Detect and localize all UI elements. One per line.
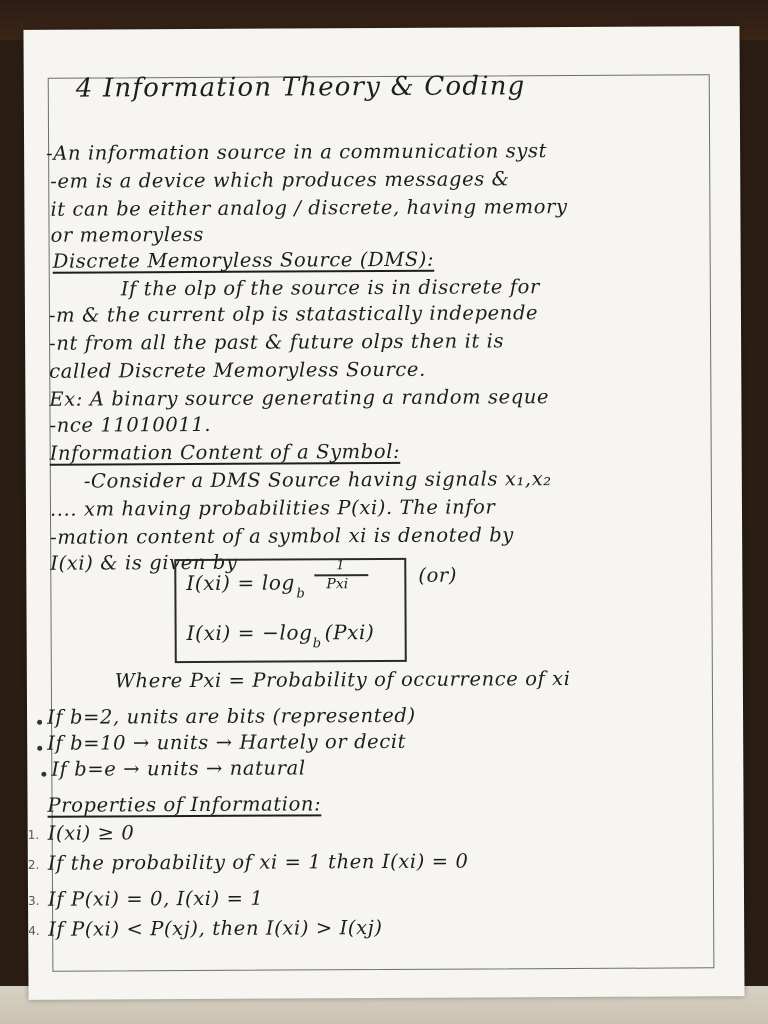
property-number: 4.: [28, 923, 40, 938]
where-line: Where Pxi = Probability of occurrence of xi: [114, 667, 571, 693]
properties-heading: Properties of Information:: [47, 792, 322, 817]
units-line-2: If b=10 → units → Hartely or decit: [47, 729, 407, 755]
example-line-1: Ex: A binary source generating a random seque: [49, 385, 550, 411]
formula-2: I(xi) = −log: [186, 620, 313, 646]
units-line-1: If b=2, units are bits (represented): [47, 703, 416, 729]
units-line-3: If b=e → units → natural: [51, 756, 306, 781]
bullet-dot: [41, 772, 46, 777]
dms-line-1: If the olp of the source is in discrete for: [120, 275, 540, 301]
formula-or: (or): [418, 563, 458, 587]
property-2: If the probability of xi = 1 then I(xi) = 0: [47, 849, 469, 875]
dms-line-4: called Discrete Memoryless Source.: [49, 357, 426, 383]
formula-box: [174, 558, 407, 663]
info-line-2: .... xm having probabilities P(xi). The infor: [49, 495, 496, 521]
intro-line-1: -An information source in a communication syst: [46, 139, 548, 165]
dms-line-3: -nt from all the past & future olps then it is: [49, 329, 505, 355]
bullet-dot: [37, 746, 42, 751]
formula-2-base: b: [312, 636, 322, 652]
formula-1-lhs: I(xi) = log: [186, 570, 295, 596]
notebook-page: [23, 26, 744, 1000]
dms-line-2: -m & the current olp is statastically independe: [48, 301, 539, 327]
property-number: 1.: [27, 827, 40, 842]
property-4: If P(xi) < P(xj), then I(xi) > I(xj): [48, 916, 383, 941]
property-number: 2.: [27, 857, 40, 872]
bullet-dot: [37, 720, 42, 725]
property-3: If P(xi) = 0, I(xi) = 1: [47, 886, 264, 911]
intro-line-4: or memoryless: [50, 222, 205, 247]
property-number: 3.: [27, 893, 40, 908]
formula-1-numerator: 1: [336, 558, 345, 574]
property-1: I(xi) ≥ 0: [47, 821, 135, 845]
example-line-2: -nce 11010011.: [49, 412, 212, 437]
formula-2-arg: (Pxi): [324, 620, 375, 645]
intro-line-3: it can be either analog / discrete, having memory: [50, 195, 568, 221]
info-line-3: -mation content of a symbol xi is denoted by: [50, 523, 514, 549]
formula-1-denominator: Pxi: [326, 576, 349, 593]
info-content-heading: Information Content of a Symbol:: [49, 439, 401, 465]
page-title: 4 Information Theory & Coding: [75, 71, 526, 104]
info-line-4: I(xi) & is given by: [50, 550, 238, 575]
formula-1-base: b: [296, 586, 305, 602]
intro-line-2: -em is a device which produces messages &: [50, 167, 510, 193]
info-line-1: -Consider a DMS Source having signals x₁,x₂: [83, 467, 552, 493]
dms-heading: Discrete Memoryless Source (DMS):: [52, 247, 435, 273]
